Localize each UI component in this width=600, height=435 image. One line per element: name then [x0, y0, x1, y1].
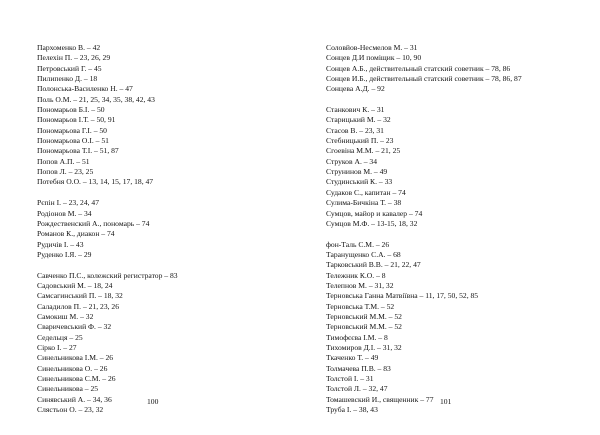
index-entry: Рєпін І. – 23, 24, 47	[37, 198, 100, 208]
index-entry: Синельникова О. – 26	[37, 363, 108, 373]
index-entry: Тарковський В.В. – 21, 22, 47	[326, 260, 421, 270]
index-entry: Попов А.П. – 51	[37, 156, 90, 166]
index-entry: Старицький М. – 32	[326, 115, 391, 125]
index-entry: Сумцов М.Ф. – 13-15, 18, 32	[326, 218, 418, 228]
group-spacer	[326, 95, 576, 105]
index-entry: фон-Таль С.М. – 26	[326, 239, 390, 249]
index-entry: Толстой Л. – 32, 47	[326, 384, 388, 394]
index-entry: Толмачева П.В. – 83	[326, 363, 391, 373]
index-entry: Полонська-Василенко Н. – 47	[37, 84, 133, 94]
index-entry: Сонцев Д.И помiщик – 10, 90	[326, 53, 422, 63]
index-entry: Седельця – 25	[37, 332, 83, 342]
index-entry: Тележник К.О. – 8	[326, 270, 386, 280]
index-entry: Пономарьова О.І. – 51	[37, 136, 109, 146]
index-entry: Томашевский И., священник – 77	[326, 394, 434, 404]
index-entry: Попов Л. – 23, 25	[37, 167, 94, 177]
index-entry: Стебницький П. – 23	[326, 136, 394, 146]
index-entry: Саладилов П. – 21, 23, 26	[37, 301, 120, 311]
index-entry: Соловйов-Несмелов М. – 31	[326, 43, 418, 52]
index-entry: Тимофєєва І.М. – 8	[326, 332, 388, 342]
index-entry: Труба І. – 38, 43	[326, 405, 378, 415]
index-entry: Таранущенко С.А. – 68	[326, 249, 401, 259]
index-entry: Синельникова І.М. – 26	[37, 353, 114, 363]
index-entry: Руденко І.Я. – 29	[37, 249, 92, 259]
index-entry: Стасов В. – 23, 31	[326, 125, 384, 135]
index-entry: Садовський М. – 18, 24	[37, 280, 113, 290]
right-page	[300, 0, 600, 435]
index-entry: Пономарьов І.Т. – 50, 91	[37, 115, 116, 125]
index-entry: Станкович К. – 31	[326, 105, 385, 115]
index-entry: Пономарьов Б.І. – 50	[37, 105, 105, 115]
index-entry: Толстой І. – 31	[326, 374, 374, 383]
index-entry: Петровський Г. – 45	[37, 63, 102, 73]
index-entry: Терновський М.М. – 52	[326, 311, 402, 321]
group-spacer	[37, 188, 277, 198]
index-entry: Струков А. – 34	[326, 156, 378, 166]
index-entry: Сірко І. – 27	[37, 342, 77, 352]
index-entry: Синявський А. – 34, 36	[37, 394, 112, 404]
index-entry: Терновська Т.М. – 52	[326, 301, 395, 311]
group-spacer	[326, 229, 576, 239]
index-entry: Поль О.М. – 21, 25, 34, 35, 38, 42, 43	[37, 94, 155, 104]
index-entry: Родіонов М. – 34	[37, 208, 92, 218]
index-entry: Судаков С., капитан – 74	[326, 187, 406, 197]
page-number-right: 101	[440, 397, 452, 406]
index-entry: Терновська Ганна Матвіївна – 11, 17, 50, 52, 85	[326, 291, 479, 301]
index-entry: Самсагинський П. – 18, 32	[37, 291, 123, 301]
index-entry: Рождественский А., пономарь – 74	[37, 218, 150, 228]
index-entry: Сваричевський Ф. – 32	[37, 322, 112, 332]
index-entry: Телепнов М. – 31, 32	[326, 280, 394, 290]
index-entry: Сонцев А.Б., действительный статский советник – 78, 86	[326, 63, 511, 73]
index-entry: Студинський К. – 33	[326, 177, 393, 187]
index-entry: Пономарьова Т.І. – 51, 87	[37, 146, 119, 156]
index-entry: Сонцев И.Б., действительный статский советник – 78, 86, 87	[326, 74, 522, 84]
index-entry: Струнинов М. – 49	[326, 167, 388, 177]
index-entry: Терновський М.М. – 52	[326, 322, 402, 332]
index-entry: Ткаченко Т. – 49	[326, 353, 379, 363]
index-entry: Самокиш М. – 32	[37, 311, 94, 321]
index-entry: Сонцева А.Д. – 92	[326, 84, 385, 94]
index-entry: Романов К., диакон – 74	[37, 229, 115, 239]
index-column-left	[37, 43, 277, 415]
page-number-left: 100	[147, 397, 159, 406]
index-entry: Сумцов, майор и кавалер – 74	[326, 208, 423, 218]
index-entry: Пелехін П. – 23, 26, 29	[37, 53, 111, 63]
index-entry: Пономарьова Г.І. – 50	[37, 125, 107, 135]
index-entry: Рудичів І. – 43	[37, 239, 84, 249]
index-entry: Синельникова – 25	[37, 384, 99, 394]
index-entry: Савченко П.С., колежский регистратор – 83	[37, 270, 178, 280]
index-entry: Тихомиров Д.І. – 31, 32	[326, 342, 402, 352]
index-column-right	[326, 43, 576, 415]
index-entry: Сгоевiна М.М. – 21, 25	[326, 146, 401, 156]
index-entry: Слястьон О. – 23, 32	[37, 405, 104, 415]
index-entry: Пилипенко Д. – 18	[37, 74, 98, 84]
group-spacer	[37, 260, 277, 270]
index-entry: Синельникова С.М. – 26	[37, 374, 116, 383]
index-entry: Пархоменко В. – 42	[37, 43, 101, 52]
index-entry: Потебня О.О. – 13, 14, 15, 17, 18, 47	[37, 177, 154, 187]
index-entry: Сулима-Бичкіна Т. – 38	[326, 198, 402, 208]
